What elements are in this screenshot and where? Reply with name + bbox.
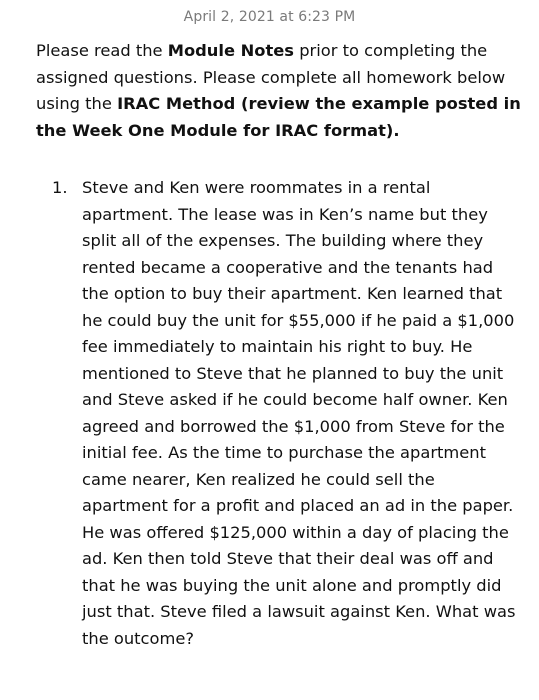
instructions-text-1: Please read the	[36, 41, 168, 60]
instructions-text-2: prior to completing the assigned questions. Please complete all homework below using the	[36, 41, 506, 113]
irac-method-bold: IRAC Method (review the example posted in the Week One Module for IRAC format).	[36, 94, 521, 140]
module-notes-bold: Module Notes	[167, 41, 295, 60]
instructions-paragraph	[36, 38, 526, 144]
message-timestamp: April 2, 2021 at 6:23 PM	[183, 9, 356, 25]
question-text: Steve and Ken were roommates in a rental apartment. The lease was in Ken’s name but they split all of the expenses. The building where they rented became a cooperative and the tenants had the option to buy their apartment. Ken learned that he could buy the unit for $55,000 if he paid a $1,000 fee immediately to maintain his right to buy. He mentioned to Steve that he planned to buy the unit and Steve asked if he could become half owner. Ken agreed and borrowed the $1,000 from Steve for the initial fee. As the time to purchase the apartment came nearer, Ken realized he could sell the apartment for a profit and placed an ad in the paper. He was offered $125,000 within a day of placing the ad. Ken then told Steve that their deal was off and that he was buying the unit alone and promptly did just that. Steve filed a lawsuit against Ken. What was the outcome?	[82, 178, 516, 648]
question-number: 1.	[52, 178, 68, 197]
